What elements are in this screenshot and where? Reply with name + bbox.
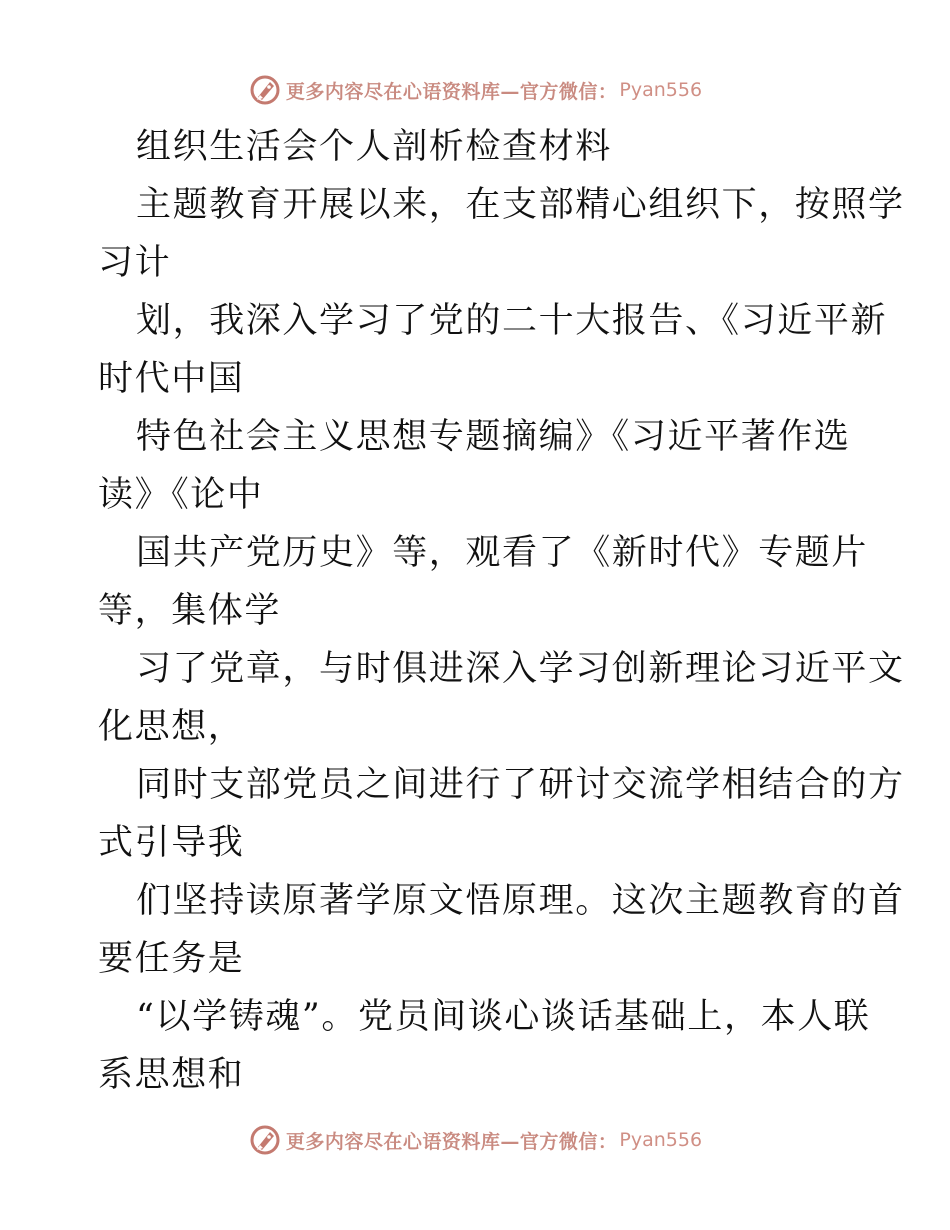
text-line: 要任务是	[98, 939, 245, 979]
text-line: 读》《论中	[98, 475, 264, 515]
text-line: 特色社会主义思想专题摘编》《习近平著作选	[136, 417, 851, 457]
text-line: 主题教育开展以来，在支部精心组织下，按照学	[136, 185, 905, 225]
text-line: “以学铸魂”。党员间谈心谈话基础上，本人联	[136, 997, 871, 1037]
watermark-text: 更多内容尽在心语资料库—官方微信：	[285, 1130, 618, 1153]
text-line: 等，集体学	[98, 591, 282, 631]
text-line: 系思想和	[98, 1055, 245, 1095]
watermark-wechat-id: Pyan556	[619, 79, 703, 101]
footer-watermark	[0, 1120, 950, 1160]
text-line: 同时支部党员之间进行了研讨交流学相结合的方	[136, 765, 905, 805]
document-body	[98, 118, 905, 1104]
watermark-text: 更多内容尽在心语资料库—官方微信：	[285, 80, 618, 103]
document-title: 组织生活会个人剖析检查材料	[136, 127, 612, 167]
text-line: 国共产党历史》等，观看了《新时代》专题片	[136, 533, 869, 573]
watermark-wechat-id: Pyan556	[619, 1129, 703, 1151]
pen-nib-logo-icon	[248, 73, 282, 107]
pen-nib-logo-icon	[248, 1123, 282, 1157]
text-line: 们坚持读原著学原文悟原理。这次主题教育的首	[136, 881, 905, 921]
text-line: 习了党章，与时俱进深入学习创新理论习近平文	[136, 649, 905, 689]
text-line: 式引导我	[98, 823, 245, 863]
text-line: 化思想，	[98, 707, 245, 747]
header-watermark	[0, 70, 950, 110]
text-line: 时代中国	[98, 359, 245, 399]
text-line: 习计	[98, 243, 172, 283]
text-line: 划，我深入学习了党的二十大报告、《习近平新	[136, 301, 888, 341]
